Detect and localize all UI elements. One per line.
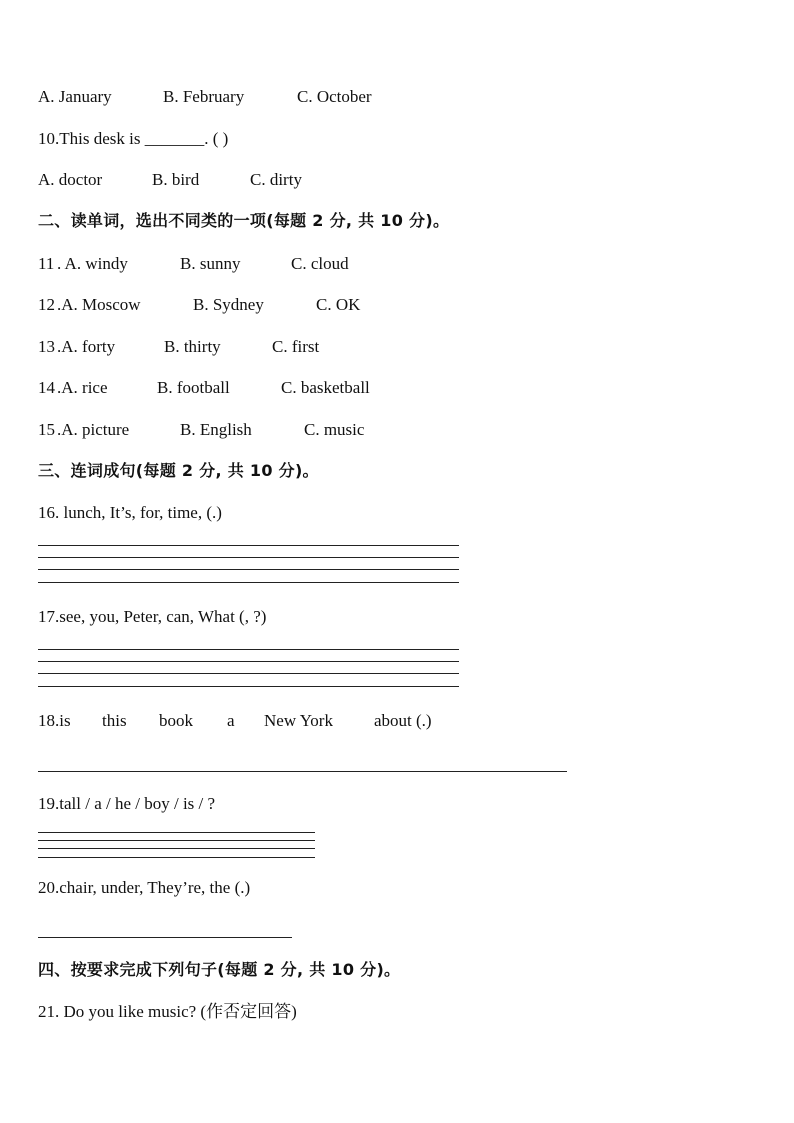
q18-word-5: New York — [264, 711, 333, 730]
q17-answer-line-3[interactable] — [38, 673, 459, 674]
q18-answer-line[interactable] — [38, 771, 567, 772]
q10-blank[interactable]: _______ — [144, 129, 205, 148]
q13-option-b: B. thirty — [164, 337, 221, 356]
q12-option-a: .A. Moscow — [57, 295, 141, 314]
q13-option-a: .A. forty — [57, 337, 116, 356]
q10-text: This desk is — [59, 129, 145, 148]
q11-option-b: B. sunny — [180, 254, 241, 273]
q19: 19.tall / a / he / boy / is / ? — [38, 794, 216, 813]
q15-option-c: C. music — [304, 420, 365, 439]
q17-answer-line-4[interactable] — [38, 686, 459, 687]
q15-option-a: .A. picture — [57, 420, 130, 439]
q17-answer-line-2[interactable] — [38, 661, 459, 662]
q20: 20.chair, under, They’re, the (.) — [38, 878, 251, 897]
q16: 16. lunch, It’s, for, time, (.) — [38, 503, 222, 522]
q15-option-b: B. English — [180, 420, 252, 439]
q18-word-3: book — [159, 711, 193, 730]
q18-word-6: about (.) — [374, 711, 432, 730]
q10-stem — [38, 129, 228, 149]
q19-answer-line-3[interactable] — [38, 848, 315, 849]
q10-number: 10. — [38, 129, 60, 148]
q14-option-b: B. football — [157, 378, 230, 397]
q11-option-c: C. cloud — [291, 254, 349, 273]
q14-option-c: C. basketball — [281, 378, 370, 397]
q19-answer-line-1[interactable] — [38, 832, 315, 833]
q18-word-4: a — [227, 711, 235, 730]
q11-option-a: . A. windy — [57, 254, 128, 273]
q9-option-c: C. October — [297, 87, 372, 106]
q14-number: 14 — [38, 378, 55, 397]
section2-title: 二、读单词，选出不同类的一项(每题 2 分, 共 10 分)。 — [38, 211, 450, 230]
q16-answer-line-3[interactable] — [38, 569, 459, 570]
q18-word-1: 18.is — [38, 711, 71, 730]
q14-option-a: .A. rice — [57, 378, 108, 397]
q10-option-a: A. doctor — [38, 170, 103, 189]
q16-answer-line-2[interactable] — [38, 557, 459, 558]
q10-tail: . ( ) — [204, 129, 229, 148]
q18-word-2: this — [102, 711, 127, 730]
q13-option-c: C. first — [272, 337, 320, 356]
q19-answer-line-2[interactable] — [38, 840, 315, 841]
q12-number: 12 — [38, 295, 55, 314]
section4-title: 四、按要求完成下列句子(每题 2 分, 共 10 分)。 — [38, 960, 401, 979]
q11-number: 11 — [38, 254, 55, 273]
q13-number: 13 — [38, 337, 55, 356]
q19-answer-line-4[interactable] — [38, 857, 315, 858]
q15-number: 15 — [38, 420, 55, 439]
q17: 17.see, you, Peter, can, What (, ?) — [38, 607, 267, 626]
q16-answer-line-1[interactable] — [38, 545, 459, 546]
q16-answer-line-4[interactable] — [38, 582, 459, 583]
section3-title: 三、连词成句(每题 2 分, 共 10 分)。 — [38, 461, 319, 480]
q9-option-b: B. February — [163, 87, 245, 106]
q12-option-b: B. Sydney — [193, 295, 264, 314]
q12-option-c: C. OK — [316, 295, 361, 314]
q20-answer-line[interactable] — [38, 937, 292, 938]
q10-option-c: C. dirty — [250, 170, 302, 189]
q21: 21. Do you like music? (作否定回答) — [38, 1002, 297, 1021]
q9-option-a: A. January — [38, 87, 112, 106]
q17-answer-line-1[interactable] — [38, 649, 459, 650]
q10-option-b: B. bird — [152, 170, 200, 189]
